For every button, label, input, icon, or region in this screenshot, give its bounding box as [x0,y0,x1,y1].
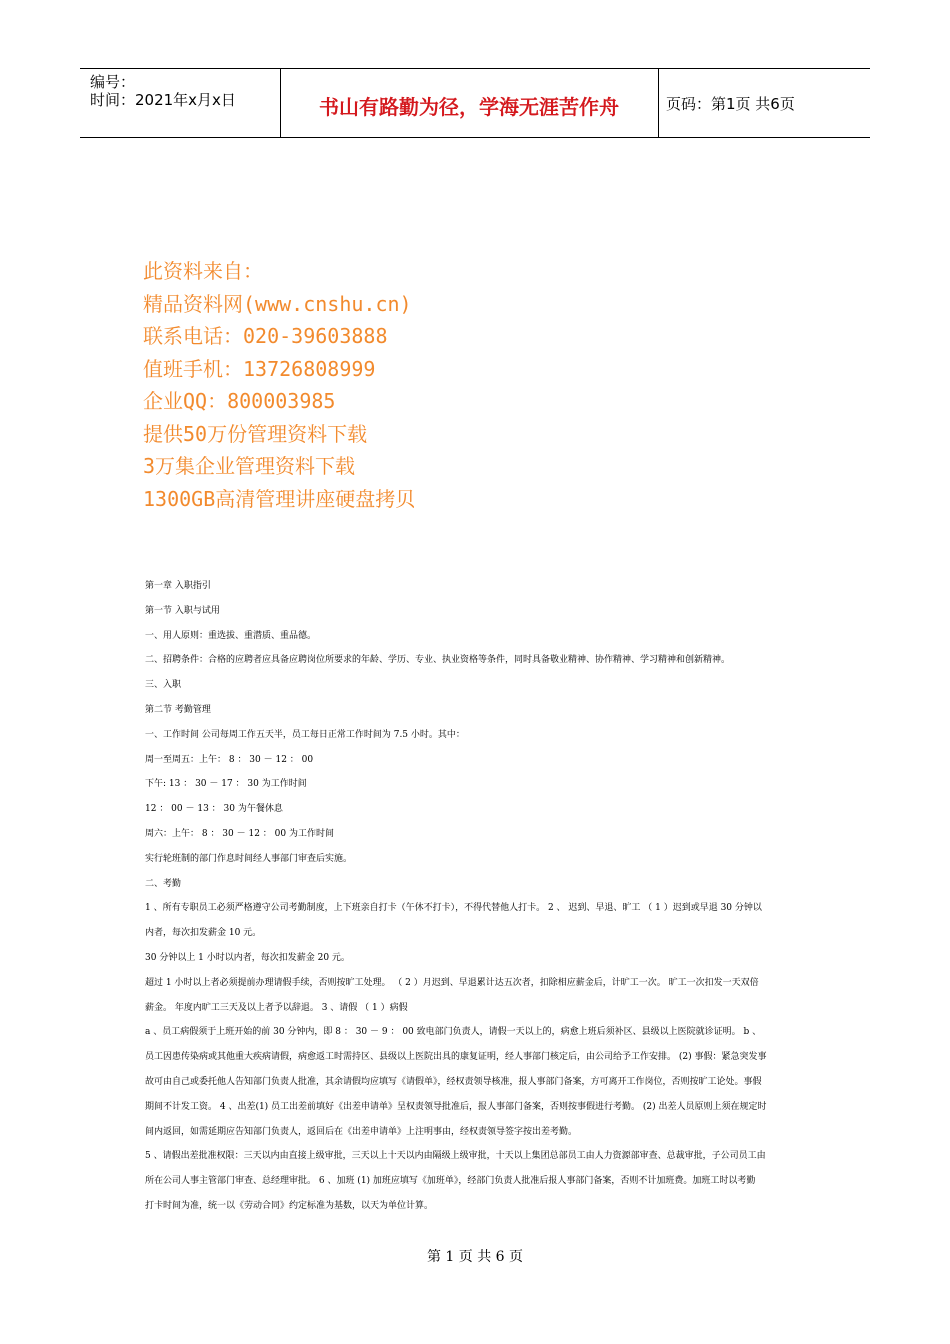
header-motto: 书山有路勤为径，学海无涯苦作舟 [319,95,619,119]
header-meta-cell [80,69,281,137]
body-line: 12 ： 00 － 13 ： 30 为午餐休息 [145,804,283,815]
section-heading: 第一节 入职与试用 [145,605,220,616]
chapter-heading: 第一章 入职指引 [145,581,211,591]
page-footer: 第 1 页 共 6 页 [426,1249,524,1265]
header-motto-cell [280,69,659,137]
promo-line: 值班手机：13726808999 [143,356,376,381]
body-line: 一、用人原则：重选拔、重潜质、重品德。 [145,630,317,641]
body-line: 员工因患传染病或其他重大疾病请假，病愈返工时需持区、县级以上医院出具的康复证明，经人事部门核定后，由公司给予工作安排。 (2) 事假：紧急突发事 [145,1052,767,1063]
body-line: 所在公司人事主管部门审查、总经理审批。 6 、加班 (1) 加班应填写《加班单》，经部门负责人批准后报人事部门备案，否则不计加班费。加班工时以考勤 [145,1176,756,1187]
body-line: a 、员工病假须于上班开始的前 30 分钟内，即 8 ： 30 － 9 ： 00 致电部门负责人，请假一天以上的，病愈上班后须补区、县级以上医院就诊证明。 b 、 [145,1027,762,1038]
body-line: 1 、所有专职员工必须严格遵守公司考勤制度，上下班亲自打卡（午休不打卡），不得代替他人打卡。 2 、 迟到、早退、旷工 （ 1 ）迟到或早退 30 分钟以 [145,903,762,914]
promo-line: 此资料来自： [143,259,263,283]
promo-line: 提供50万份管理资料下载 [143,421,368,446]
promo-line: 1300GB高清管理讲座硬盘拷贝 [143,486,416,511]
header-page-cell [658,69,870,137]
body-line: 二、考勤 [145,878,182,889]
body-line: 间内返回，如需延期应告知部门负责人，返回后在《出差申请单》上注明事由，经权责领导签字按出差考勤。 [145,1126,578,1137]
promo-line: 企业QQ：800003985 [143,389,336,413]
header-page-info: 页码：第1页 共6页 [666,95,795,113]
promo-line: 联系电话：020-39603888 [143,324,388,348]
document-body [145,574,810,1219]
body-line: 二、招聘条件：合格的应聘者应具备应聘岗位所要求的年龄、学历、专业、执业资格等条件，同时具备敬业精神、协作精神、学习精神和创新精神。 [145,655,731,666]
section-heading: 第二节 考勤管理 [145,704,211,715]
body-line: 下午: 13 ： 30 － 17 ： 30 为工作时间 [145,779,307,790]
body-line: 故可由自己或委托他人告知部门负责人批准，其余请假均应填写《请假单》，经权责领导核准，报人事部门备案，方可离开工作岗位，否则按旷工论处。事假 [145,1076,762,1087]
promo-block [143,255,415,515]
page-header [80,68,870,138]
body-line: 内者，每次扣发薪金 10 元。 [145,928,262,939]
promo-line: 精品资料网(www.cnshu.cn) [143,291,412,316]
document-time-label: 时间：2021年x月x日 [90,91,236,109]
body-line: 实行轮班制的部门作息时间经人事部门审查后实施。 [145,853,353,864]
body-line: 打卡时间为准，统一以《劳动合同》约定标准为基数，以天为单位计算。 [145,1200,434,1211]
body-line: 30 分钟以上 1 小时以内者，每次扣发薪金 20 元。 [145,952,350,963]
document-number-label: 编号： [90,73,136,91]
body-line: 超过 1 小时以上者必须提前办理请假手续，否则按旷工处理。 （ 2 ）月迟到、早退累计达五次者，扣除相应薪金后，计旷工一次。 旷工一次扣发一天双倍 [145,977,759,988]
body-line: 三、入职 [145,680,182,691]
body-line: 一、工作时间 公司每周工作五天半，员工每日正常工作时间为 7.5 小时。其中： [145,729,465,740]
body-line: 5 、请假出差批准权限：三天以内由直接上级审批，三天以上十天以内由隔级上级审批，十天以上集团总部员工由人力资源部审查、总裁审批，子公司员工由 [145,1151,766,1162]
body-line: 周六：上午： 8 ： 30 － 12 ： 00 为工作时间 [145,828,334,839]
body-line: 周一至周五：上午： 8 ： 30 － 12 ： 00 [145,754,314,765]
promo-line: 3万集企业管理资料下载 [143,454,356,478]
body-line: 薪金。 年度内旷工三天及以上者予以辞退。 3 、请假 （ 1 ）病假 [145,1002,408,1013]
body-line: 期间不计发工资。 4 、出差(1) 员工出差前填好《出差申请单》呈权责领导批准后，报人事部门备案，否则按事假进行考勤。 (2) 出差人员原则上须在规定时 [145,1101,767,1112]
